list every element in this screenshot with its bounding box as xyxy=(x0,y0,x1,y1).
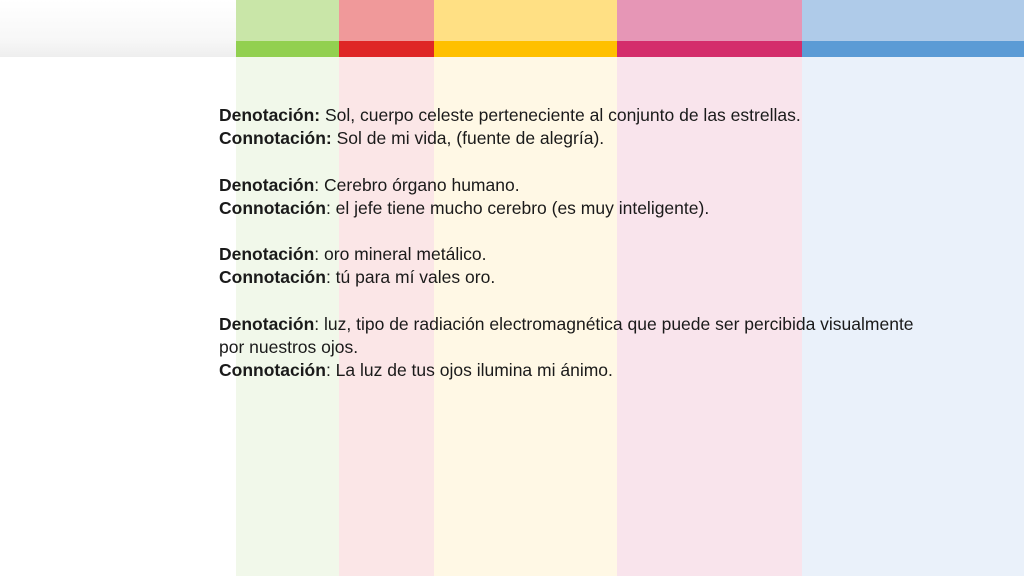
column-bar xyxy=(434,41,617,57)
connotation-line xyxy=(219,266,919,289)
connotation-line xyxy=(219,197,919,220)
connotation-label: Connotación xyxy=(219,197,326,218)
connotation-text: Sol de mi vida, (fuente de alegría). xyxy=(331,128,605,149)
column-cap xyxy=(802,0,1024,41)
column-cap xyxy=(339,0,434,41)
connotation-label: Connotación xyxy=(219,360,326,381)
column-cap xyxy=(617,0,802,41)
column-cap xyxy=(434,0,617,41)
column-bar xyxy=(802,41,1024,57)
entry-luz xyxy=(219,313,919,383)
denotation-text: : luz, tipo de radiación electromagnética que puede ser percibida visualmente por nuestros ojos. xyxy=(219,313,914,357)
column-bar xyxy=(236,41,339,57)
denotation-line xyxy=(219,313,919,359)
denotation-line xyxy=(219,104,919,127)
slide-text-body xyxy=(219,104,919,406)
denotation-text: : oro mineral metálico. xyxy=(314,244,487,265)
connotation-line xyxy=(219,127,919,150)
connotation-text: : tú para mí vales oro. xyxy=(325,267,496,288)
denotation-line xyxy=(219,243,919,266)
column-cap xyxy=(236,0,339,41)
connotation-label: Connotación xyxy=(219,267,326,288)
top-left-gradient xyxy=(0,0,236,57)
connotation-text: : el jefe tiene mucho cerebro (es muy inteligente). xyxy=(325,197,710,218)
entry-cerebro xyxy=(219,174,919,220)
denotation-text: : Cerebro órgano humano. xyxy=(314,174,520,195)
denotation-line xyxy=(219,174,919,197)
entry-sol xyxy=(219,104,919,150)
denotation-label: Denotación xyxy=(219,174,315,195)
denotation-text: Sol, cuerpo celeste perteneciente al conjunto de las estrellas. xyxy=(320,105,801,125)
connotation-label: Connotación: xyxy=(219,128,332,149)
denotation-label: Denotación xyxy=(219,313,315,334)
connotation-text: : La luz de tus ojos ilumina mi ánimo. xyxy=(325,360,613,381)
denotation-label: Denotación xyxy=(219,244,315,265)
denotation-label: Denotación: xyxy=(219,105,321,125)
connotation-line xyxy=(219,359,919,382)
column-bar xyxy=(617,41,802,57)
entry-oro xyxy=(219,243,919,289)
column-bar xyxy=(339,41,434,57)
